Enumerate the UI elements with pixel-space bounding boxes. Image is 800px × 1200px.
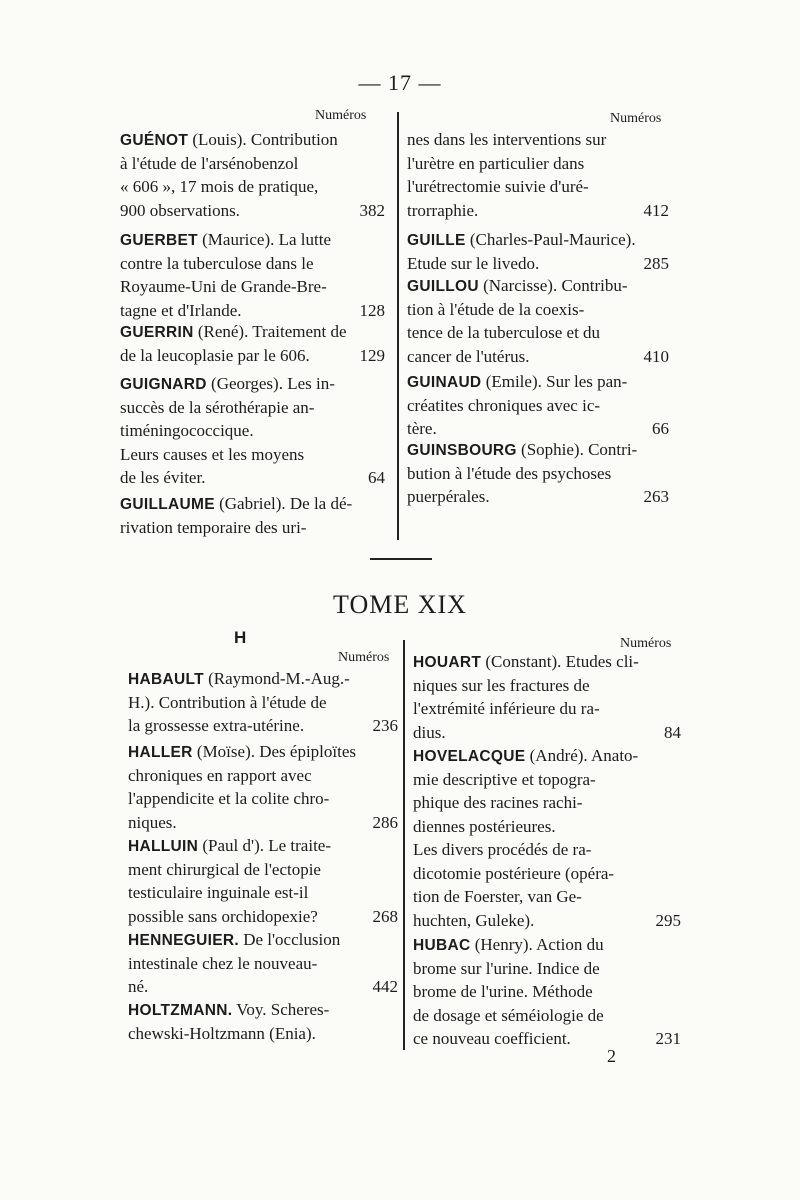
- entry-line: [120, 252, 385, 276]
- entry-text: né.: [128, 977, 149, 996]
- entry-number: 268: [372, 906, 398, 926]
- entry-line: [413, 885, 681, 909]
- entry-line: [128, 834, 398, 858]
- entry-text: 900 observations.: [120, 200, 240, 220]
- entry-number: 84: [664, 722, 681, 742]
- letter-heading: H: [234, 628, 247, 647]
- author-name: HABAULT: [128, 671, 204, 688]
- entry-text: (Emile). Sur les pan-: [485, 372, 628, 391]
- entry-text: cancer de l'utérus.: [407, 346, 530, 366]
- entry-text: rivation temporaire des uri-: [120, 517, 307, 537]
- entry-text: trorraphie.: [407, 200, 479, 220]
- entry-text: tion à l'étude de la coexis-: [407, 299, 585, 319]
- entry-line: [413, 838, 681, 862]
- entry-line: [413, 909, 681, 933]
- index-entry: [128, 740, 398, 834]
- numeros-header-right: Numéros: [610, 111, 662, 126]
- entry-text: chroniques en rapport avec: [128, 765, 312, 785]
- entry-line: [407, 152, 669, 176]
- entry-number: 382: [359, 200, 385, 220]
- author-name: GUÉNOT: [120, 132, 189, 149]
- index-entry: [407, 128, 669, 222]
- entry-line: [120, 344, 385, 368]
- entry-text: Royaume-Uni de Grande-Bre-: [120, 277, 327, 296]
- entry-line: [407, 417, 669, 441]
- entry-text: l'appendicite et la colite chro-: [128, 789, 330, 808]
- entry-text: phique des racines rachi-: [413, 793, 583, 812]
- index-entry: [128, 928, 398, 999]
- entry-text: (Narcisse). Contribu-: [483, 276, 628, 295]
- index-entry: [407, 438, 669, 509]
- entry-number: 285: [643, 253, 669, 273]
- entry-text: tence de la tuberculose et du: [407, 323, 601, 342]
- entry-number: 412: [643, 200, 669, 220]
- entry-text: l'urétrectomie suivie d'uré-: [407, 177, 589, 196]
- entry-line: [120, 443, 385, 467]
- signature-mark: 2: [607, 1046, 616, 1066]
- entry-line: [413, 674, 681, 698]
- entry-text: succès de la sérothérapie an-: [120, 397, 315, 417]
- entry-line: [413, 721, 681, 745]
- entry-line: [120, 320, 385, 344]
- entry-number: 236: [372, 716, 398, 735]
- entry-text: tion de Foerster, van Ge-: [413, 887, 582, 906]
- author-name: HUBAC: [413, 937, 471, 954]
- entry-text: contre la tuberculose dans le: [120, 253, 314, 273]
- entry-line: [120, 466, 385, 490]
- entry-line: [413, 791, 681, 815]
- author-name: HENNEGUIER.: [128, 932, 239, 949]
- entry-line: [413, 933, 681, 957]
- entry-line: [120, 516, 385, 540]
- entry-text: possible sans orchidopexie?: [128, 906, 318, 926]
- entry-line: [120, 492, 385, 516]
- entry-line: [413, 768, 681, 792]
- entry-line: [413, 1027, 681, 1051]
- entry-line: [128, 905, 398, 929]
- entry-text: « 606 », 17 mois de pratique,: [120, 177, 319, 196]
- entry-text: (Charles-Paul-Maurice).: [469, 230, 636, 249]
- entry-text: (Moïse). Des épiploïtes: [196, 742, 357, 761]
- entry-line: [120, 128, 385, 152]
- entry-text: (Maurice). La lutte: [202, 230, 331, 249]
- entry-line: [407, 128, 669, 152]
- tome-title: TOME XIX: [333, 590, 467, 619]
- entry-line: [128, 952, 398, 976]
- index-entry: [128, 998, 398, 1045]
- column-divider-2: [403, 640, 405, 1050]
- entry-line: [128, 1022, 398, 1046]
- entry-number: 231: [655, 1029, 681, 1048]
- column-divider: [397, 112, 399, 540]
- author-name: HALLUIN: [128, 838, 199, 855]
- entry-text: timéningococcique.: [120, 421, 254, 440]
- entry-text: Etude sur le livedo.: [407, 253, 540, 273]
- entry-text: puerpérales.: [407, 487, 490, 506]
- author-name: GUILLAUME: [120, 496, 215, 513]
- entry-text: (Gabriel). De la dé-: [219, 494, 353, 513]
- entry-text: ment chirurgical de l'ectopie: [128, 859, 321, 879]
- entry-line: [407, 321, 669, 345]
- entry-line: [413, 980, 681, 1004]
- entry-line: [128, 691, 398, 715]
- entry-line: [407, 438, 669, 462]
- index-entry: [120, 128, 385, 222]
- author-name: HOVELACQUE: [413, 748, 526, 765]
- entry-text: Voy. Scheres-: [236, 1000, 330, 1019]
- entry-line: [407, 274, 669, 298]
- entry-number: 66: [652, 419, 669, 438]
- entry-text: la grossesse extra-utérine.: [128, 716, 305, 735]
- entry-line: [120, 228, 385, 252]
- entry-text: niques sur les fractures de: [413, 675, 590, 695]
- entry-text: Leurs causes et les moyens: [120, 444, 305, 464]
- entry-line: [413, 697, 681, 721]
- index-entry: [407, 274, 669, 368]
- entry-text: brome de l'urine. Méthode: [413, 982, 593, 1001]
- index-entry: [413, 650, 681, 744]
- index-entry: [120, 320, 385, 367]
- entry-text: tère.: [407, 419, 437, 438]
- entry-line: [407, 228, 669, 252]
- entry-text: De l'occlusion: [243, 930, 341, 949]
- entry-text: testiculaire inguinale est-il: [128, 883, 309, 902]
- index-entry: [120, 228, 385, 322]
- entry-text: intestinale chez le nouveau-: [128, 953, 318, 973]
- index-entry: [413, 933, 681, 1051]
- index-entry: [407, 228, 669, 275]
- entry-line: [128, 998, 398, 1022]
- entry-line: [407, 485, 669, 509]
- numeros-header-left-2: Numéros: [338, 650, 390, 665]
- entry-text: nes dans les interventions sur: [407, 130, 607, 149]
- entry-text: (Georges). Les in-: [211, 374, 335, 393]
- entry-text: à l'étude de l'arsénobenzol: [120, 153, 299, 173]
- entry-text: (René). Traitement de: [197, 322, 347, 341]
- entry-line: [120, 419, 385, 443]
- entry-line: [120, 175, 385, 199]
- entry-number: 286: [372, 812, 398, 832]
- numeros-header-left: Numéros: [315, 108, 367, 123]
- index-entry: [128, 834, 398, 928]
- author-name: GUILLE: [407, 232, 466, 249]
- entry-text: l'urètre en particulier dans: [407, 153, 585, 173]
- index-entry: [407, 370, 669, 441]
- author-name: GUERRIN: [120, 324, 194, 341]
- entry-line: [120, 299, 385, 323]
- entry-text: de les éviter.: [120, 468, 206, 487]
- index-entry: [413, 744, 681, 932]
- entry-number: 410: [643, 346, 669, 366]
- numeros-header-right-2: Numéros: [620, 636, 672, 651]
- entry-text: huchten, Guleke).: [413, 910, 535, 930]
- index-entry: [120, 372, 385, 490]
- entry-text: de la leucoplasie par le 606.: [120, 345, 310, 365]
- author-name: GUERBET: [120, 232, 198, 249]
- entry-text: l'extrémité inférieure du ra-: [413, 699, 600, 718]
- entry-line: [128, 928, 398, 952]
- entry-number: 295: [655, 910, 681, 930]
- entry-number: 442: [372, 977, 398, 996]
- entry-line: [407, 345, 669, 369]
- index-entry: [120, 492, 385, 539]
- entry-line: [407, 175, 669, 199]
- entry-text: (Raymond-M.-Aug.-: [208, 669, 350, 688]
- entry-text: tagne et d'Irlande.: [120, 300, 242, 320]
- entry-line: [128, 667, 398, 691]
- entry-line: [128, 787, 398, 811]
- entry-line: [128, 858, 398, 882]
- entry-line: [413, 650, 681, 674]
- entry-line: [413, 744, 681, 768]
- entry-text: (Paul d'). Le traite-: [202, 836, 331, 855]
- entry-line: [120, 152, 385, 176]
- entry-text: (André). Anato-: [529, 746, 639, 765]
- entry-line: [407, 462, 669, 486]
- entry-text: niques.: [128, 812, 177, 832]
- entry-number: 64: [368, 468, 385, 487]
- entry-text: dicotomie postérieure (opéra-: [413, 863, 615, 883]
- entry-text: créatites chroniques avec ic-: [407, 395, 601, 415]
- entry-number: 129: [359, 345, 385, 365]
- entry-line: [128, 714, 398, 738]
- entry-line: [128, 740, 398, 764]
- entry-line: [413, 1004, 681, 1028]
- index-entry: [128, 667, 398, 738]
- entry-line: [128, 975, 398, 999]
- entry-text: (Louis). Contribution: [192, 130, 338, 149]
- page-number: — 17 —: [358, 70, 442, 95]
- entry-text: brome sur l'urine. Indice de: [413, 958, 600, 978]
- entry-text: chewski-Holtzmann (Enia).: [128, 1023, 316, 1043]
- entry-line: [120, 275, 385, 299]
- entry-line: [407, 298, 669, 322]
- entry-number: 263: [643, 487, 669, 506]
- entry-line: [413, 815, 681, 839]
- entry-line: [128, 881, 398, 905]
- entry-text: H.). Contribution à l'étude de: [128, 692, 327, 712]
- entry-text: (Constant). Etudes cli-: [485, 652, 639, 671]
- entry-line: [120, 396, 385, 420]
- entry-text: (Henry). Action du: [474, 935, 604, 954]
- entry-line: [128, 764, 398, 788]
- entry-text: mie descriptive et topogra-: [413, 769, 596, 789]
- author-name: HOUART: [413, 654, 482, 671]
- entry-line: [413, 862, 681, 886]
- entry-line: [413, 957, 681, 981]
- entry-text: bution à l'étude des psychoses: [407, 463, 612, 483]
- entry-line: [407, 199, 669, 223]
- entry-line: [120, 199, 385, 223]
- entry-text: diennes postérieures.: [413, 816, 556, 836]
- section-separator: [370, 558, 432, 560]
- author-name: GUINAUD: [407, 374, 482, 391]
- entry-line: [407, 394, 669, 418]
- entry-line: [128, 811, 398, 835]
- entry-text: Les divers procédés de ra-: [413, 840, 592, 859]
- entry-line: [407, 252, 669, 276]
- entry-text: de dosage et séméiologie de: [413, 1005, 604, 1025]
- entry-text: ce nouveau coefficient.: [413, 1029, 571, 1048]
- entry-line: [120, 372, 385, 396]
- entry-line: [407, 370, 669, 394]
- entry-text: dius.: [413, 722, 446, 742]
- author-name: GUILLOU: [407, 278, 479, 295]
- author-name: HALLER: [128, 744, 193, 761]
- author-name: HOLTZMANN.: [128, 1002, 233, 1019]
- entry-number: 128: [359, 300, 385, 320]
- author-name: GUINSBOURG: [407, 442, 517, 459]
- entry-text: (Sophie). Contri-: [521, 440, 638, 459]
- author-name: GUIGNARD: [120, 376, 207, 393]
